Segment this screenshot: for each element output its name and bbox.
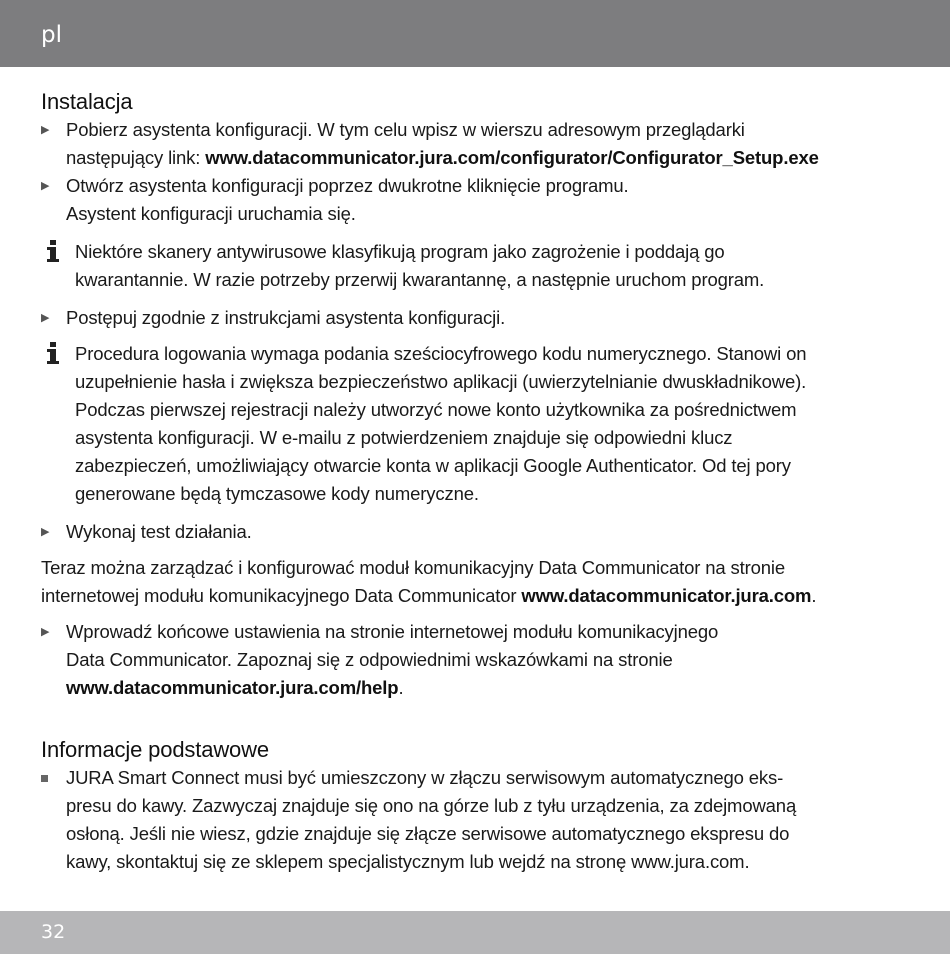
triangle-right-icon: ▶ — [41, 526, 50, 538]
paragraph-text — [41, 582, 921, 610]
step-text: Data Communicator. Zapoznaj się z odpowiednimi wskazówkami na stronie — [66, 649, 673, 670]
note-login — [41, 340, 921, 508]
bullet-text: JURA Smart Connect musi być umieszczony w złączu serwisowym automatycznego eks- — [66, 767, 784, 788]
bullet-text: osłoną. Jeśli nie wiesz, gdzie znajduje się złącze serwisowe automatycznego ekspresu do — [66, 823, 790, 844]
page-content — [41, 88, 921, 876]
note-text: kwarantannie. W razie potrzeby przerwij kwarantannę, a następnie uruchom program. — [75, 269, 765, 290]
step-text — [66, 144, 921, 172]
note-text: Podczas pierwszej rejestracji należy utworzyć nowe konto użytkownika za pośrednictwem — [75, 399, 797, 420]
step-text: Asystent konfiguracji uruchamia się. — [66, 203, 356, 224]
header-bar — [0, 0, 950, 67]
step-text: Otwórz asystenta konfiguracji poprzez dwukrotne kliknięcie programu. — [66, 175, 629, 196]
step-text: Pobierz asystenta konfiguracji. W tym celu wpisz w wierszu adresowym przeglądarki — [66, 119, 745, 140]
step-follow — [41, 304, 921, 332]
info-icon — [43, 342, 63, 364]
section-title-installation: Instalacja — [41, 89, 133, 114]
step-text: Postępuj zgodnie z instrukcjami asystenta konfiguracji. — [66, 307, 506, 328]
configurator-link[interactable]: www.datacommunicator.jura.com/configurator/Configurator_Setup.exe — [205, 147, 819, 168]
triangle-right-icon: ▶ — [41, 180, 50, 192]
page-number: 32 — [41, 921, 66, 943]
paragraph-text-end: . — [811, 585, 817, 606]
note-text: uzupełnienie hasła i zwiększa bezpieczeństwo aplikacji (uwierzytelnianie dwuskładnikowe). — [75, 371, 807, 392]
triangle-right-icon: ▶ — [41, 626, 50, 638]
step-text-end: . — [398, 677, 404, 698]
step-settings — [41, 618, 921, 702]
step-text-part: następujący link: — [66, 147, 206, 168]
paragraph-text-part: internetowej modułu komunikacyjnego Data Communicator — [41, 585, 522, 606]
paragraph-manage — [41, 554, 921, 610]
step-text: Wykonaj test działania. — [66, 521, 252, 542]
triangle-right-icon: ▶ — [41, 312, 50, 324]
step-test — [41, 518, 921, 546]
datacommunicator-link[interactable]: www.datacommunicator.jura.com — [521, 585, 812, 606]
step-text — [66, 674, 921, 702]
paragraph-text: Teraz można zarządzać i konfigurować moduł komunikacyjny Data Communicator na stronie — [41, 557, 786, 578]
note-text: generowane będą tymczasowe kody numeryczne. — [75, 483, 479, 504]
note-text: Niektóre skanery antywirusowe klasyfikują program jako zagrożenie i poddają go — [75, 241, 725, 262]
footer-bar — [0, 911, 950, 954]
section-title-basics: Informacje podstawowe — [41, 737, 269, 762]
square-bullet-icon — [41, 775, 48, 782]
triangle-right-icon: ▶ — [41, 124, 50, 136]
bullet-text: presu do kawy. Zazwyczaj znajduje się ono na górze lub z tyłu urządzenia, za zdejmowaną — [66, 795, 797, 816]
bullet-text: kawy, skontaktuj się ze sklepem specjalistycznym lub wejdź na stronę www.jura.com. — [66, 851, 750, 872]
language-label: pl — [41, 22, 62, 48]
step-text: Wprowadź końcowe ustawienia na stronie internetowej modułu komunikacyjnego — [66, 621, 719, 642]
step-open — [41, 172, 921, 228]
bullet-item-placement — [41, 764, 921, 876]
note-text: zabezpieczeń, umożliwiający otwarcie konta w aplikacji Google Authenticator. Od tej pory — [75, 455, 791, 476]
info-icon — [43, 240, 63, 262]
note-text: Procedura logowania wymaga podania sześciocyfrowego kodu numerycznego. Stanowi on — [75, 343, 807, 364]
help-link[interactable]: www.datacommunicator.jura.com/help — [66, 677, 399, 698]
step-download — [41, 116, 921, 172]
note-text: asystenta konfiguracji. W e-mailu z potwierdzeniem znajduje się odpowiedni klucz — [75, 427, 733, 448]
note-antivirus — [41, 238, 921, 294]
